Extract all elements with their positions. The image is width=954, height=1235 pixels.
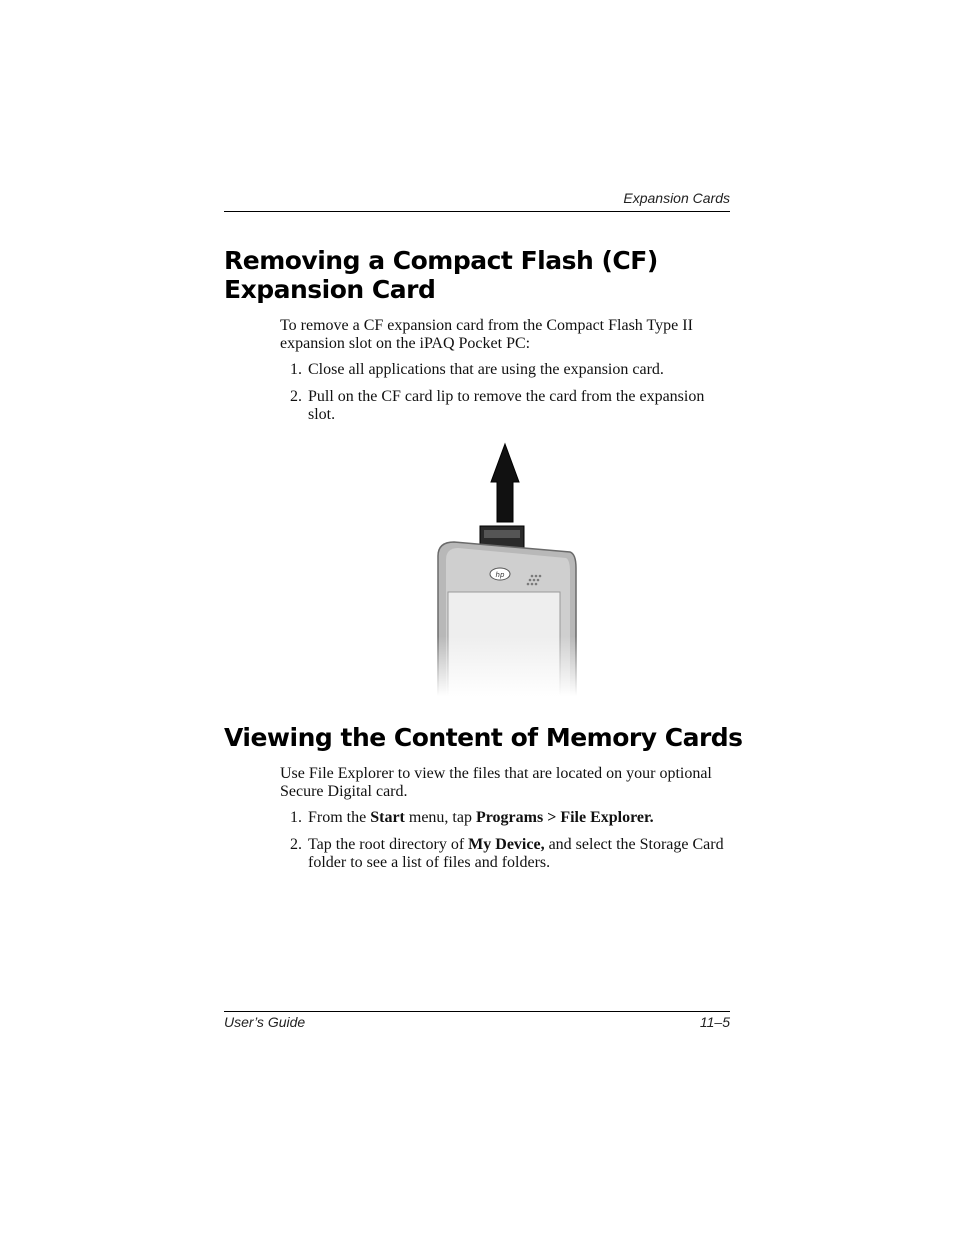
step-text: From the Start menu, tap Programs > File Explorer. <box>308 809 654 826</box>
section-title-viewing-memory-cards: Viewing the Content of Memory Cards <box>224 723 743 752</box>
step-text: Pull on the CF card lip to remove the card from the expansion slot. <box>308 388 705 423</box>
step-number: 2. <box>290 388 302 405</box>
up-arrow-icon <box>491 444 519 522</box>
page-number: 11–5 <box>699 1014 730 1030</box>
section2-steps <box>280 809 730 881</box>
footer-guide-title: User’s Guide <box>224 1014 306 1030</box>
list-item <box>280 361 730 379</box>
section1-steps <box>280 361 730 433</box>
section-title-line1: Removing a Compact Flash (CF) <box>224 246 658 275</box>
step-number: 1. <box>290 809 302 826</box>
svg-text:hp: hp <box>495 571 505 579</box>
running-header: Expansion Cards <box>623 190 730 206</box>
step-text: Close all applications that are using the expansion card. <box>308 361 664 378</box>
list-item <box>280 809 730 827</box>
cf-card-removal-illustration <box>420 440 590 696</box>
list-item <box>280 388 730 424</box>
header-rule <box>224 211 730 212</box>
step-number: 1. <box>290 361 302 378</box>
section2-intro: Use File Explorer to view the files that are located on your optional Secure Digital card. <box>280 765 712 800</box>
footer-rule <box>224 1011 730 1012</box>
list-item <box>280 836 730 872</box>
section-title-removing-cf <box>224 246 744 304</box>
section-title-line2: Expansion Card <box>224 275 436 304</box>
step-number: 2. <box>290 836 302 853</box>
section1-intro: To remove a CF expansion card from the Compact Flash Type II expansion slot on the iPAQ Pocket PC: <box>280 317 693 352</box>
step-text: Tap the root directory of My Device, and select the Storage Card folder to see a list of files and folders. <box>308 836 724 871</box>
